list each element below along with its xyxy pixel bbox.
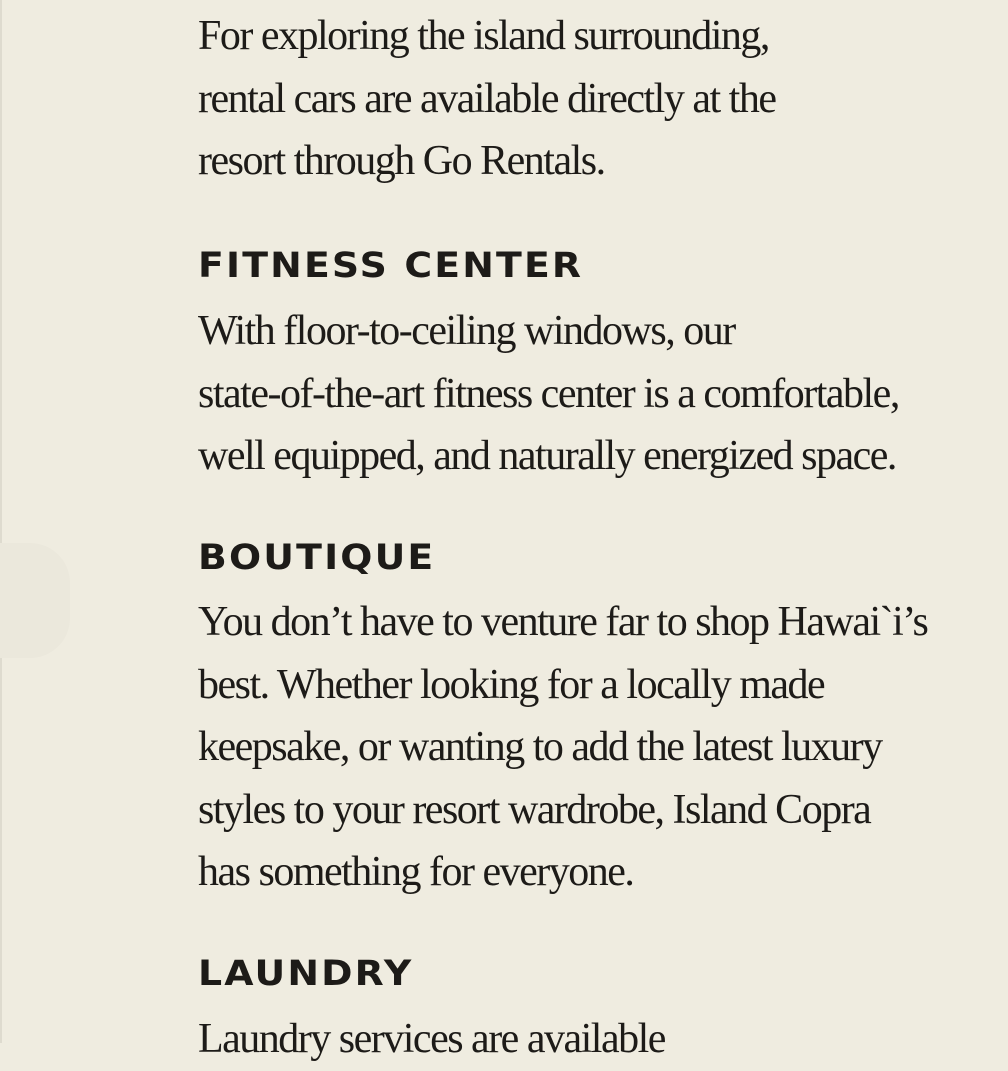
boutique-heading: BOUTIQUE (198, 538, 436, 578)
rental-cars-paragraph: For exploring the island surrounding, rental cars are available directly at the resort through Go Rentals. (198, 13, 776, 184)
page-left-edge (0, 0, 2, 1043)
laundry-heading: LAUNDRY (198, 954, 414, 994)
fitness-center-heading: FITNESS CENTER (198, 246, 584, 286)
background-shadow (0, 543, 70, 658)
laundry-paragraph: Laundry services are available (198, 1016, 665, 1062)
boutique-paragraph: You don’t have to venture far to shop Hawai`i’s best. Whether looking for a locally made keepsake, or wanting to add the latest luxury styles to your resort wardrobe, Island Copra has something for everyone. (198, 599, 928, 895)
fitness-center-paragraph: With floor-to-ceiling windows, our state-of-the-art fitness center is a comfortable, well equipped, and naturally energized space. (198, 308, 899, 479)
